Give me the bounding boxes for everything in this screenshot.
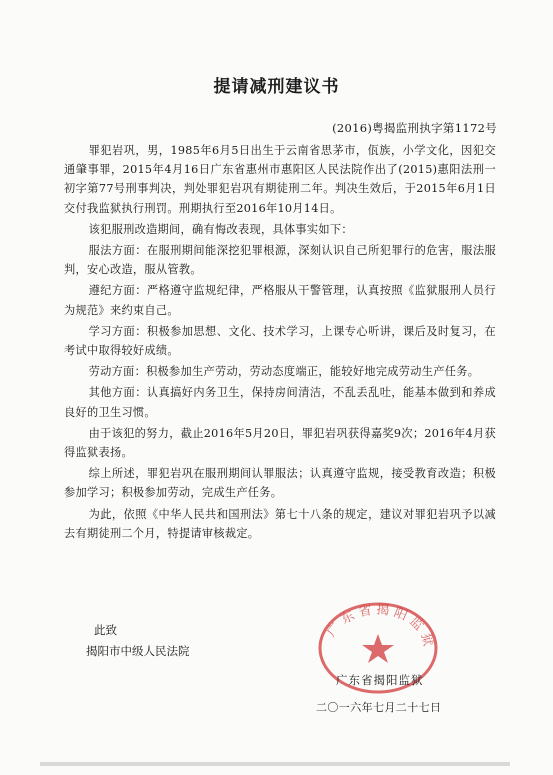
closing-recipient: 揭阳市中级人民法院 — [86, 644, 190, 658]
closing-salutation: 此致 — [94, 623, 117, 637]
document-title: 提请减刑建议书 — [213, 77, 340, 97]
paragraph-study: 学习方面：积极参加思想、文化、技术学习，上课专心听讲，课后及时复习，在考试中取得较好成绩。 — [64, 324, 496, 358]
paragraph-conclusion: 综上所述，罪犯岩巩在服刑期间认罪服法；认真遵守监规，接受教育改造；积极参加学习；积极参加劳动，完成生产任务。 — [64, 467, 496, 500]
paragraph-intro: 罪犯岩巩，男，1985年6月5日出生于云南省思茅市，佤族，小学文化，因犯交通肇事罪，2015年4月16日广东省惠州市惠阳区人民法院作出了(2015)惠阳法刑一初字第77号刑事判决，判处罪犯岩巩有期徒刑二年。判决生效后，于2015年6月1日交付我监狱执行刑罚。刑期执行至2016年10月14日。 — [64, 144, 496, 215]
scan-edge-divider — [40, 762, 510, 766]
paragraph-rewards: 由于该犯的努力，截止2016年5月20日，罪犯岩巩获得嘉奖9次；2016年4月获得监狱表扬。 — [64, 426, 496, 460]
paragraph-discipline: 遵纪方面：严格遵守监规纪律，严格服从干警管理，认真按照《监狱服刑人员行为规范》来约束自己。 — [64, 284, 496, 317]
paragraph-other: 其他方面：认真搞好内务卫生，保持房间清洁，不乱丢乱吐，能基本做到和养成良好的卫生习惯。 — [64, 386, 496, 419]
closing-block — [64, 620, 190, 662]
paragraph-recommendation: 为此，依照《中华人民共和国刑法》第七十八条的规定，建议对罪犯岩巩予以减去有期徒刑二个月，特提请审核裁定。 — [64, 507, 496, 540]
issuer-name: 广东省揭阳监狱 — [336, 673, 424, 687]
issue-date: 二〇一六年七月二十七日 — [316, 701, 442, 714]
document-number: (2016)粤揭监刑执字第1172号 — [332, 121, 497, 135]
seal-star-icon — [362, 634, 394, 663]
document-body — [64, 141, 496, 545]
paragraph-summary: 该犯服刑改造期间，确有悔改表现，具体事实如下： — [88, 222, 353, 236]
seal-text: 广东省揭阳监狱 — [324, 602, 436, 652]
paragraph-labor: 劳动方面：积极参加生产劳动，劳动态度端正，能较好地完成劳动生产任务。 — [88, 365, 480, 379]
paragraph-law-compliance: 服法方面：在服刑期间能深挖犯罪根源，深刻认识自己所犯罪行的危害，服法服判，安心改造，服从管教。 — [64, 244, 496, 277]
